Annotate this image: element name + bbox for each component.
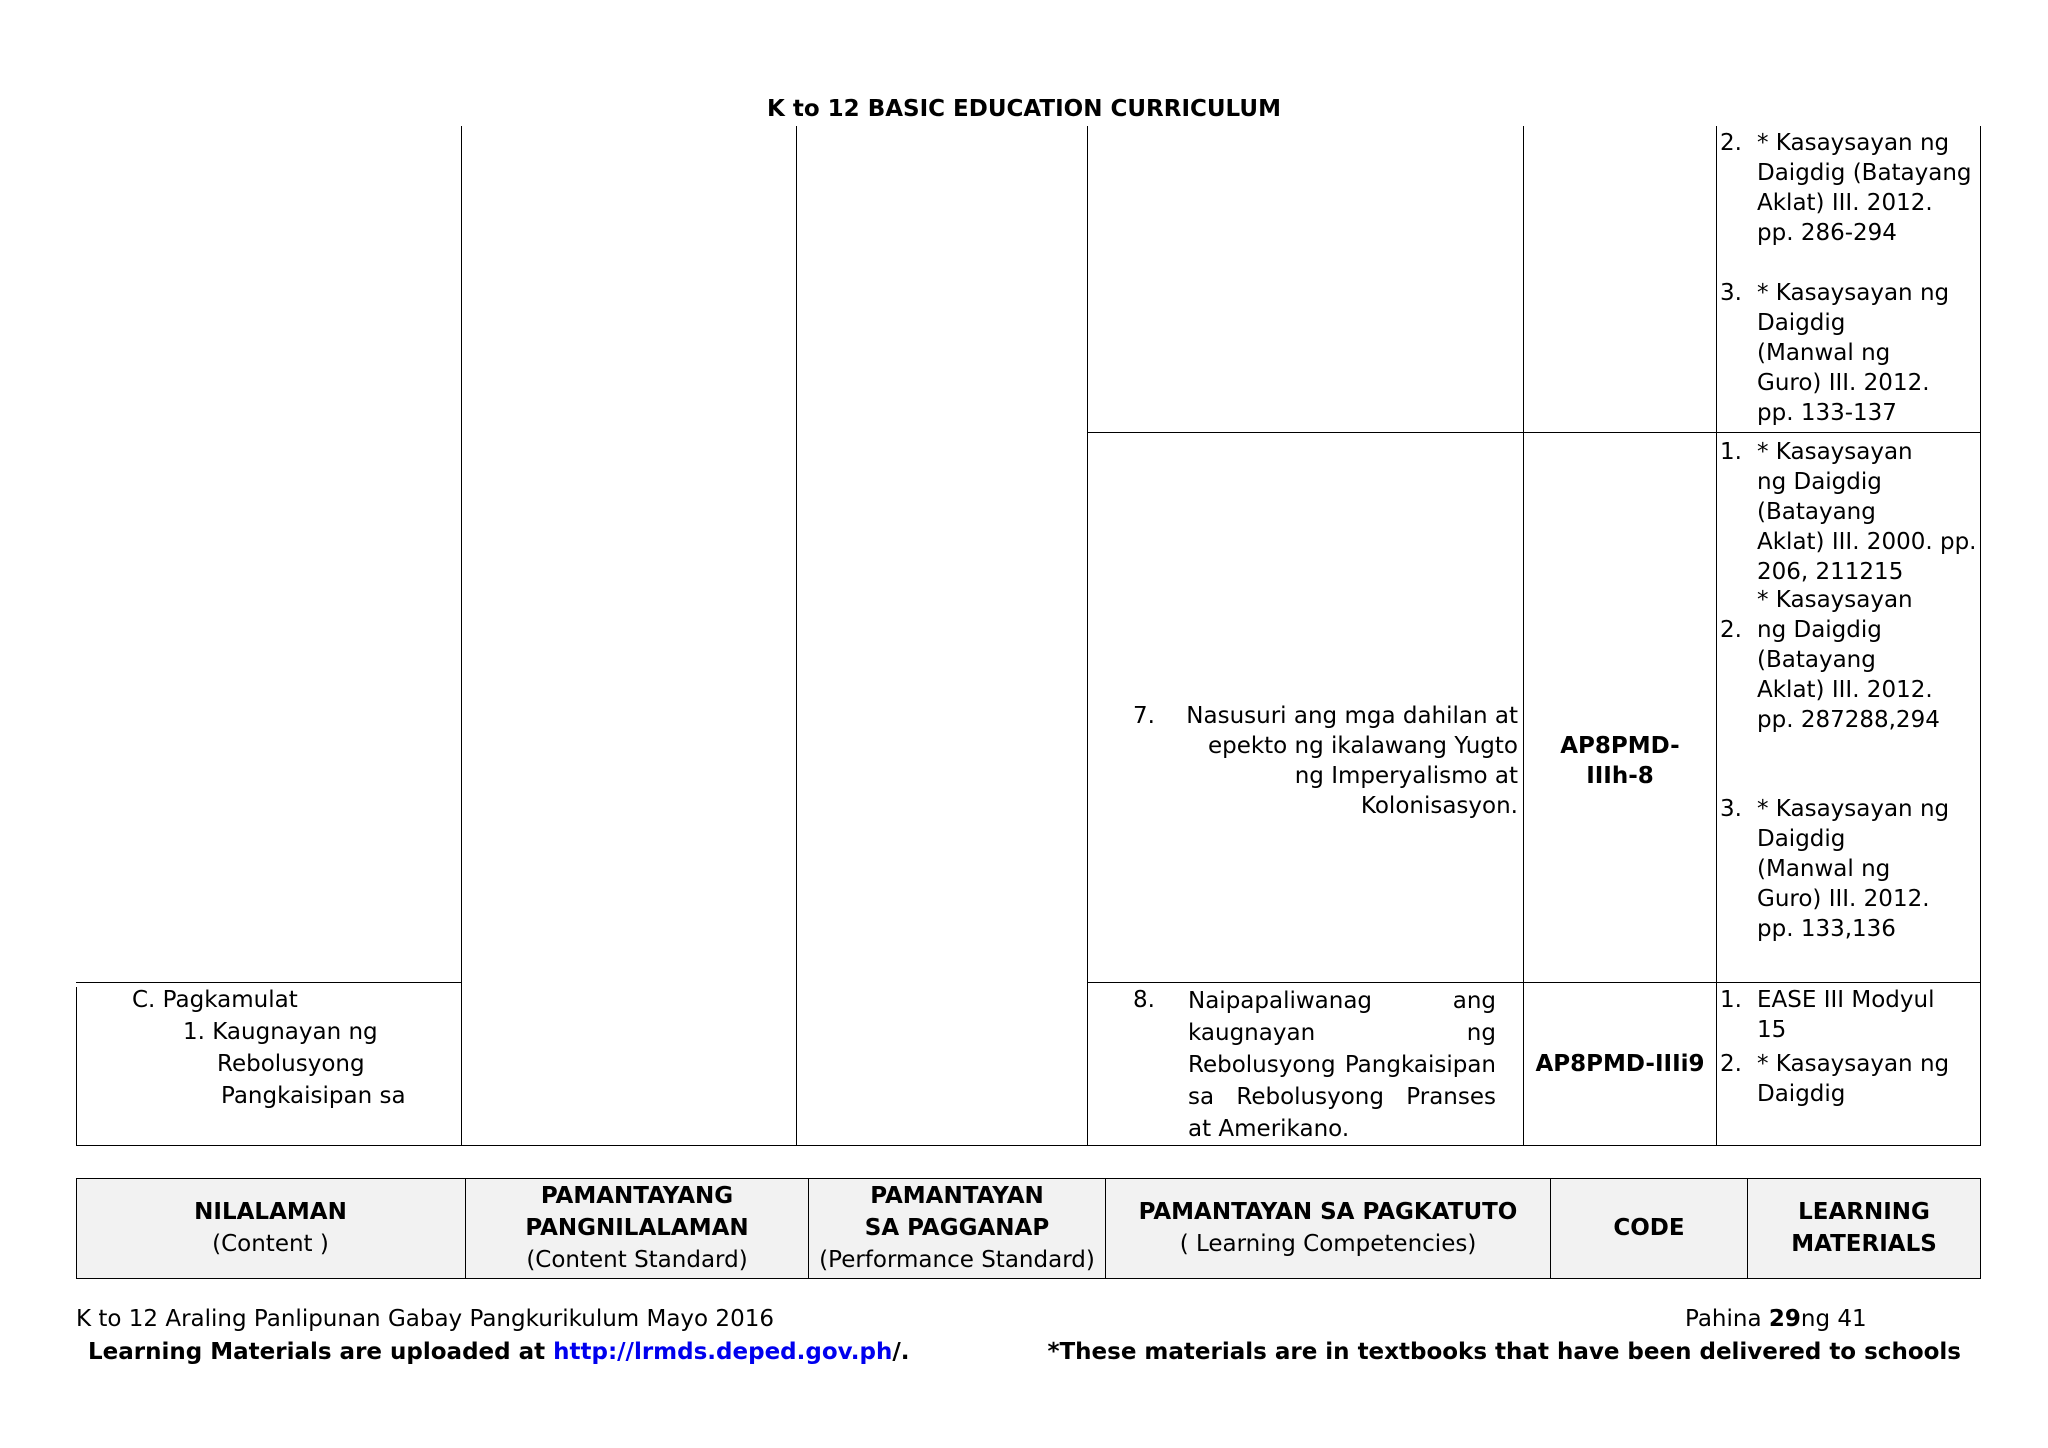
header-label: PAMANTAYAN SA PAGKATUTO (1138, 1199, 1518, 1225)
table-border (1087, 432, 1981, 433)
uploaded-note (88, 1337, 909, 1367)
table-border (76, 1178, 77, 1279)
ref-number: 3. (1720, 280, 1742, 306)
competency-text: Naipapaliwanag ang kaugnayan ng Rebolusyong Pangkaisipan sa Rebolusyong Pranses at Amerikano. (1188, 988, 1496, 1142)
ref-text: EASE III Modyul 15 (1757, 987, 1935, 1043)
ref-text: * Kasaysayan ng Daigdig (Manwal ng Guro) III. 2012. pp. 133-137 (1757, 280, 1950, 426)
ref-number: 2. (1720, 617, 1742, 643)
header-label: LEARNING (1798, 1199, 1930, 1225)
competency-number: 8. (1133, 987, 1155, 1013)
header-label: CODE (1613, 1215, 1685, 1241)
ref-number: 1. (1720, 987, 1742, 1013)
competency-text: Nasusuri ang mga dahilan at epekto ng ikalawang Yugto ng Imperyalismo at Kolonisasyon. (1186, 703, 1518, 819)
header-sublabel: (Content ) (212, 1231, 329, 1257)
page-number (1685, 1304, 1867, 1334)
header-label: PANGNILALAMAN (525, 1215, 749, 1241)
competency-code: AP8PMD-IIIi9 (1535, 1051, 1705, 1077)
page-prefix: Pahina (1685, 1306, 1769, 1332)
table-border (1087, 126, 1088, 1145)
page-title: K to 12 BASIC EDUCATION CURRICULUM (767, 96, 1281, 122)
table-border (76, 987, 77, 1145)
header-label: NILALAMAN (194, 1199, 347, 1225)
competency-code (1524, 731, 1716, 791)
ref-number: 1. (1720, 439, 1742, 465)
code-line: IIIh-8 (1586, 763, 1654, 789)
header-cell-content (76, 1178, 465, 1278)
delivered-note: *These materials are in textbooks that have been delivered to schools (1047, 1339, 1961, 1365)
table-border (461, 126, 462, 1145)
ref-number: 2. (1720, 130, 1742, 156)
uploaded-suffix: /. (892, 1339, 910, 1365)
content-item: 1. Kaugnayan ng (183, 1019, 378, 1045)
content-heading: C. Pagkamulat (132, 987, 298, 1013)
table-border (1550, 1178, 1551, 1279)
content-item: Rebolusyong (217, 1051, 365, 1077)
ref-number: 3. (1720, 796, 1742, 822)
footer-document-title: K to 12 Araling Panlipunan Gabay Pangkurikulum Mayo 2016 (76, 1306, 774, 1332)
table-border (808, 1178, 809, 1279)
table-border (465, 1178, 466, 1279)
header-label: MATERIALS (1791, 1231, 1937, 1257)
header-label: PAMANTAYAN (870, 1183, 1044, 1209)
header-sublabel: (Content Standard) (526, 1247, 748, 1273)
ref-text: * Kasaysayan ng Daigdig (Manwal ng Guro) III. 2012. pp. 133,136 (1757, 796, 1950, 942)
ref-text: * Kasaysayan ng Daigdig (Batayang Aklat) III. 2012. pp. 287288,294 (1757, 587, 1940, 733)
header-sublabel: ( Learning Competencies) (1179, 1231, 1477, 1257)
competency-number: 7. (1133, 703, 1155, 729)
ref-text: * Kasaysayan ng Daigdig (1757, 1051, 1950, 1107)
header-cell-code (1551, 1178, 1747, 1278)
header-cell-learning-materials (1748, 1178, 1980, 1278)
content-item: Pangkaisipan sa (221, 1083, 406, 1109)
header-label: PAMANTAYANG (540, 1183, 734, 1209)
table-border (1523, 126, 1524, 1145)
ref-number: 2. (1720, 1051, 1742, 1077)
table-border (76, 1145, 1981, 1146)
table-border (796, 126, 797, 1145)
table-border (1980, 126, 1981, 1145)
header-sublabel: (Performance Standard) (819, 1247, 1095, 1273)
table-border (76, 1178, 1981, 1179)
table-border (76, 1278, 1981, 1279)
page-suffix: ng 41 (1800, 1306, 1867, 1332)
header-cell-learning-competencies (1106, 1178, 1550, 1278)
uploaded-prefix: Learning Materials are uploaded at (88, 1339, 546, 1365)
lrmds-link[interactable]: http://lrmds.deped.gov.ph (545, 1339, 893, 1365)
ref-text: * Kasaysayan ng Daigdig (Batayang Aklat) III. 2000. pp. 206, 211215 (1757, 439, 1977, 585)
table-border (1747, 1178, 1748, 1279)
table-border (1087, 982, 1981, 983)
header-cell-performance-standard (809, 1178, 1105, 1278)
table-border (1716, 126, 1717, 1145)
header-label: SA PAGGANAP (864, 1215, 1050, 1241)
ref-text: * Kasaysayan ng Daigdig (Batayang Aklat) III. 2012. pp. 286-294 (1757, 130, 1972, 246)
table-border (1105, 1178, 1106, 1279)
table-border (1980, 1178, 1981, 1279)
code-line: AP8PMD- (1560, 733, 1680, 759)
page-current: 29 (1768, 1306, 1801, 1332)
table-border (76, 982, 462, 983)
header-cell-content-standard (466, 1178, 808, 1278)
